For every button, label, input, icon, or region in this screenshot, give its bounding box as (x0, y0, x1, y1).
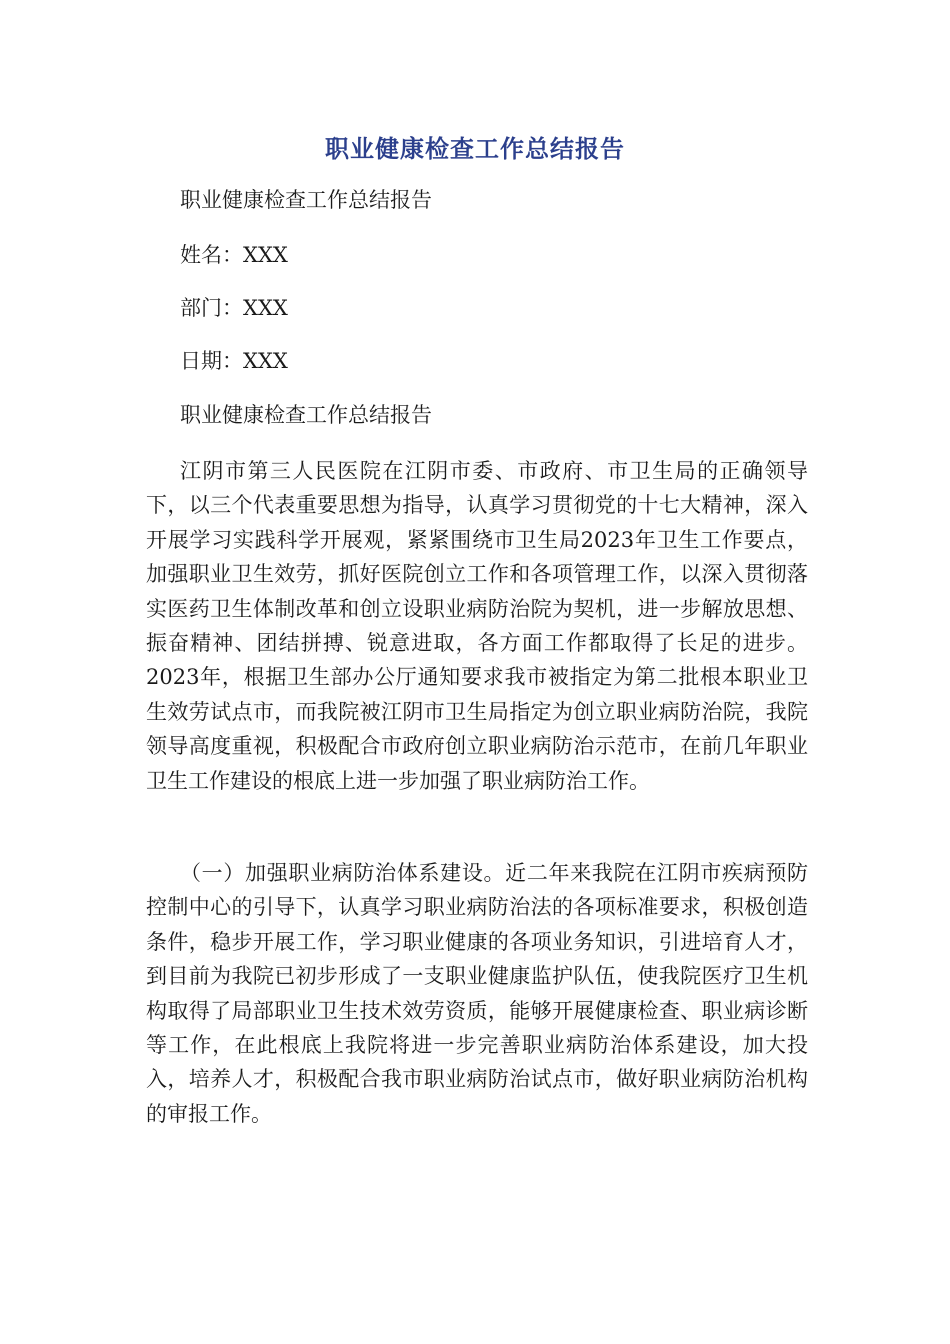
section-heading: 职业健康检查工作总结报告 (180, 403, 432, 427)
name-line: 姓名：XXX (180, 243, 288, 267)
date-line: 日期：XXX (180, 349, 288, 373)
body-paragraph-2: （一）加强职业病防治体系建设。近二年来我院在江阴市疾病预防控制中心的引导下，认真学习职业病防治法的各项标准要求，积极创造条件，稳步开展工作，学习职业健康的各项业务知识，引进培育人才，到目前为我院已初步形成了一支职业健康监护队伍，使我院医疗卫生机构取得了局部职业卫生技术效劳资质，能够开展健康检查、职业病诊断等工作，在此根底上我院将进一步完善职业病防治体系建设，加大投入，培养人才，积极配合我市职业病防治试点市，做好职业病防治机构的审报工作。 (146, 861, 808, 1126)
department-line: 部门：XXX (180, 296, 288, 320)
document-title: 职业健康检查工作总结报告 (325, 135, 625, 163)
document-subtitle: 职业健康检查工作总结报告 (180, 188, 432, 212)
body-paragraph-1: 江阴市第三人民医院在江阴市委、市政府、市卫生局的正确领导下，以三个代表重要思想为指导，认真学习贯彻党的十七大精神，深入开展学习实践科学开展观，紧紧围绕市卫生局2023年卫生工作要点，加强职业卫生效劳，抓好医院创立工作和各项管理工作，以深入贯彻落实医药卫生体制改革和创立设职业病防治院为契机，进一步解放思想、振奋精神、团结拼搏、锐意进取，各方面工作都取得了长足的进步。2023年，根据卫生部办公厅通知要求我市被指定为第二批根本职业卫生效劳试点市，而我院被江阴市卫生局指定为创立职业病防治院，我院领导高度重视，积极配合市政府创立职业病防治示范市，在前几年职业卫生工作建设的根底上进一步加强了职业病防治工作。 (146, 459, 808, 793)
